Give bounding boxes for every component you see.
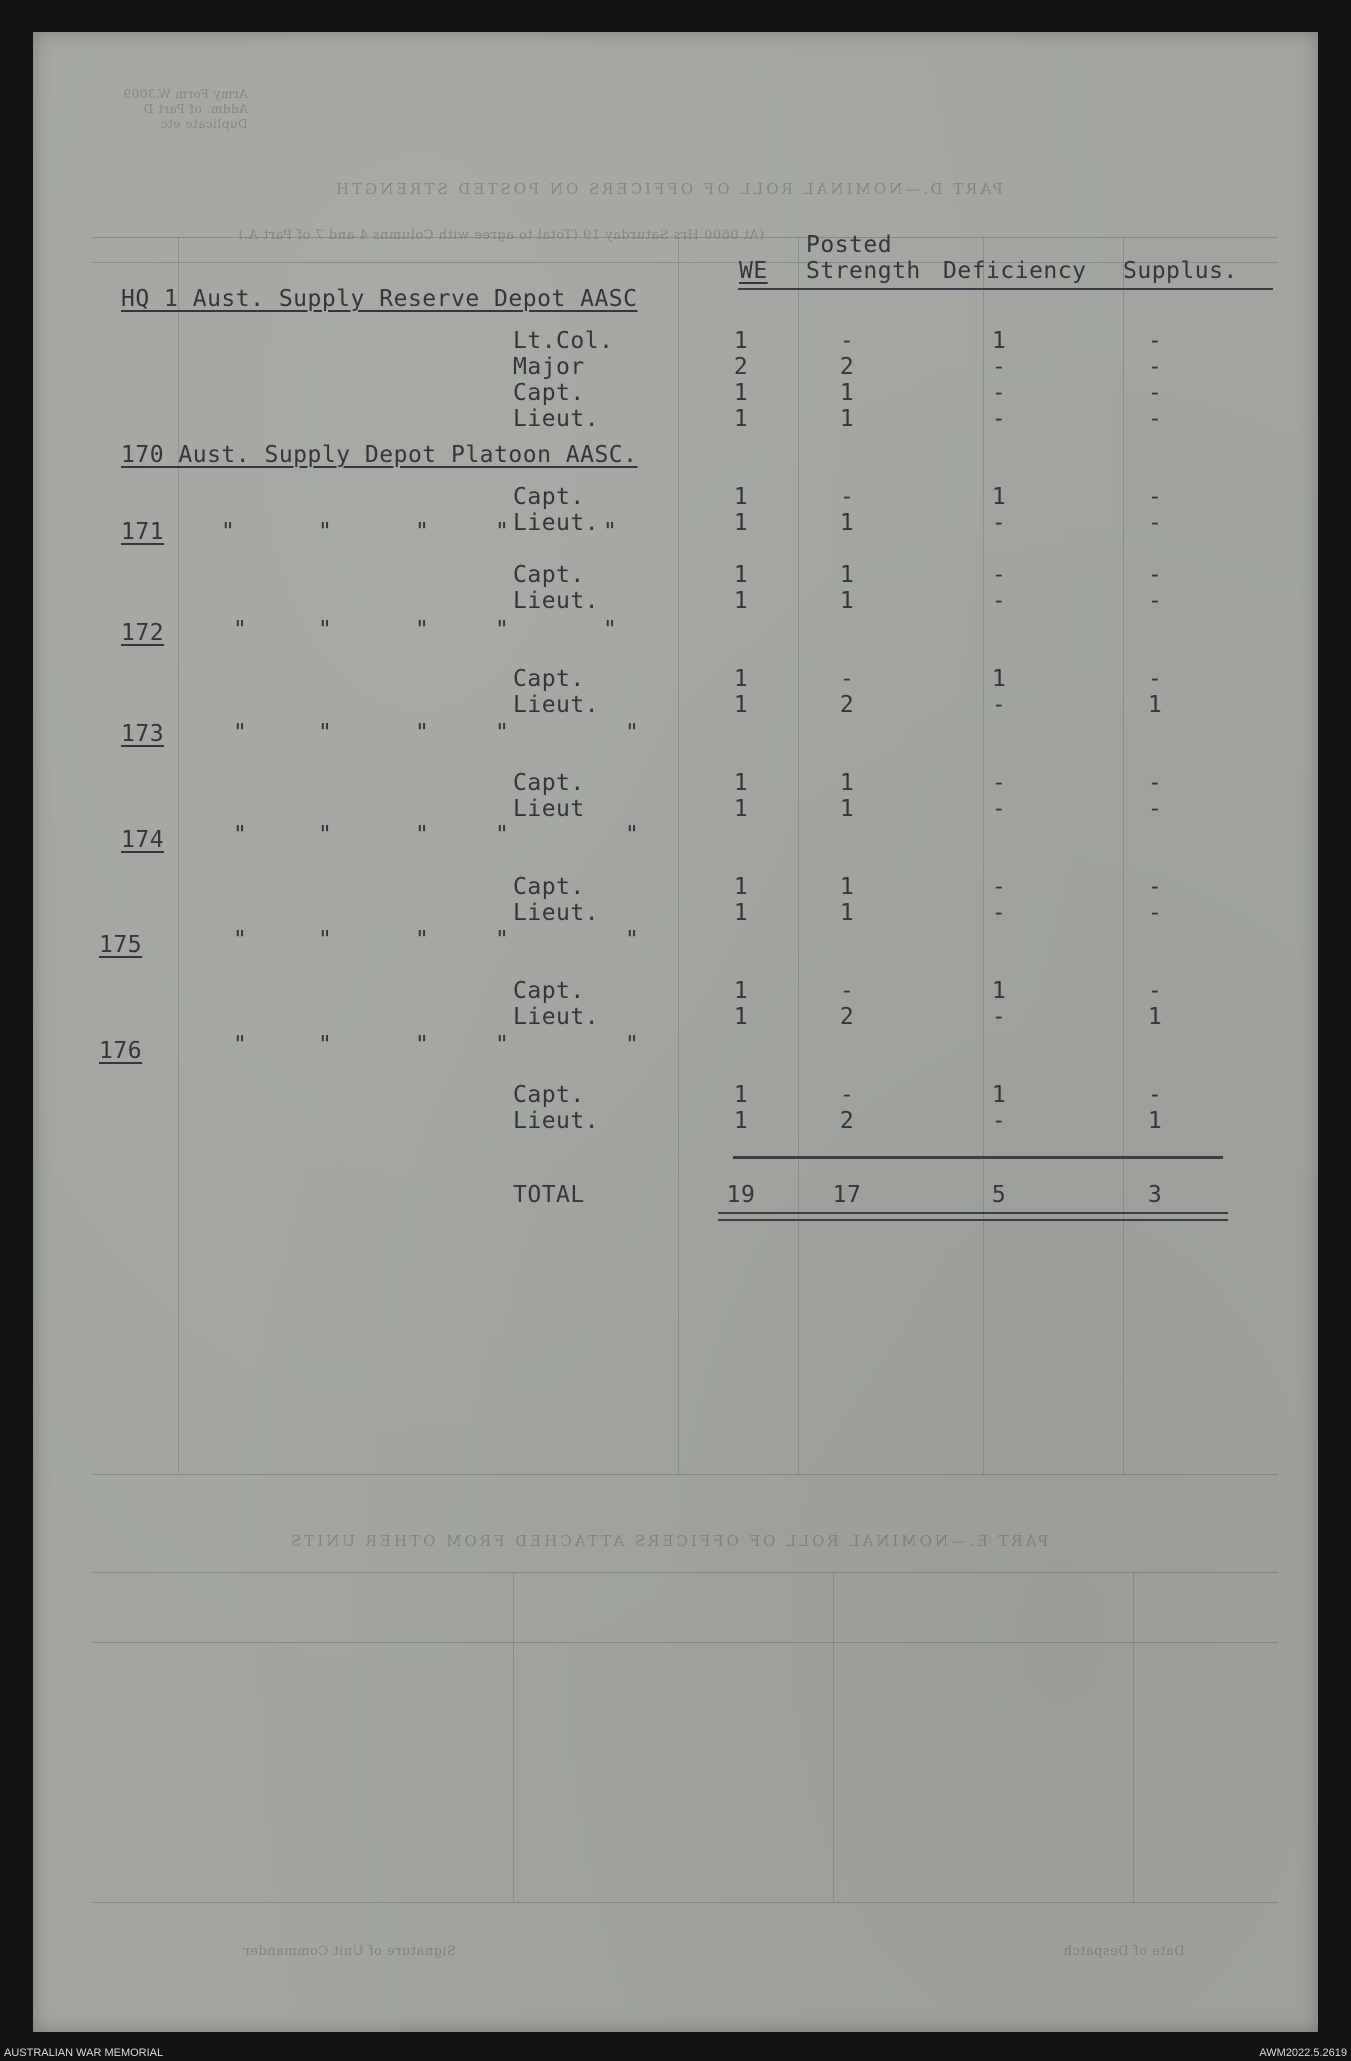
ditto-mark: " [495,617,510,643]
total-double-rule [718,1212,1228,1214]
ditto-mark: " [221,519,236,545]
sur-cell: 1 [1147,1004,1163,1030]
we-cell: 1 [733,406,749,432]
ditto-mark: " [415,617,430,643]
ditto-mark: " [318,720,333,746]
header-deficiency: Deficiency [943,258,1087,284]
ditto-mark: " [603,519,618,545]
posted-cell: - [839,666,855,692]
def-cell: 1 [991,484,1007,510]
rank-cell: Lieut. [513,510,600,536]
form-grid-line [833,1572,834,1902]
rank-cell: Lieut [513,796,585,822]
footer-institution: AUSTRALIAN WAR MEMORIAL [4,2046,164,2059]
rank-cell: Lieut. [513,900,600,926]
ditto-mark: " [495,927,510,953]
unit-173-label: 173 [121,721,165,747]
def-cell: 1 [991,328,1007,354]
def-cell: 1 [991,978,1007,1004]
def-cell: - [991,380,1007,406]
posted-cell: 1 [839,406,855,432]
sur-cell: - [1147,484,1163,510]
total-double-rule [718,1219,1228,1221]
form-grid-line [1123,237,1124,1474]
ditto-mark: " [415,720,430,746]
we-cell: 1 [733,380,749,406]
ghost-part-d-subtitle: (At 0600 Hrs Saturday 19 (Total to agree with Columns 4 and 7 of Part A.) [238,228,765,243]
ghost-part-e-title: PART E.—NOMINAL ROLL OF OFFICERS ATTACHED FROM OTHER UNITS [288,1532,1049,1550]
posted-cell: 2 [839,1108,855,1134]
sur-cell: - [1147,380,1163,406]
def-cell: - [991,1108,1007,1134]
posted-cell: 1 [839,588,855,614]
we-cell: 1 [733,770,749,796]
rank-cell: Lieut. [513,1004,600,1030]
ditto-mark: " [318,822,333,848]
ghost-signature: Signature of Unit Commander [243,1944,457,1959]
sur-cell: - [1147,796,1163,822]
sur-cell: 1 [1147,1108,1163,1134]
sur-cell: - [1147,328,1163,354]
rank-cell: Major [513,354,585,380]
ditto-mark: " [603,617,618,643]
ditto-mark: " [625,822,640,848]
def-cell: - [991,692,1007,718]
def-cell: - [991,1004,1007,1030]
form-grid-line [93,1902,1278,1903]
posted-cell: 2 [839,692,855,718]
ditto-mark: " [625,1032,640,1058]
total-top-rule [733,1156,1223,1159]
posted-cell: - [839,484,855,510]
header-posted-line1: Posted [806,232,893,258]
rank-cell: Capt. [513,380,585,406]
ditto-mark: " [318,519,333,545]
we-cell: 1 [733,900,749,926]
form-grid-line [798,237,799,1474]
form-grid-line [1133,1572,1134,1902]
posted-cell: 1 [839,510,855,536]
we-cell: 1 [733,1108,749,1134]
form-grid-line [513,1572,514,1902]
sur-cell: - [1147,874,1163,900]
header-surplus: Supplus. [1123,258,1238,284]
posted-cell: 1 [839,562,855,588]
sur-cell: - [1147,666,1163,692]
posted-cell: 2 [839,354,855,380]
unit-175-label: 175 [99,932,143,958]
we-cell: 1 [733,510,749,536]
unit-176-label: 176 [99,1038,143,1064]
form-grid-line [678,237,679,1474]
we-cell: 1 [733,588,749,614]
ditto-mark: " [233,720,248,746]
total-posted: 17 [832,1182,862,1208]
sur-cell: - [1147,588,1163,614]
rank-cell: Lieut. [513,588,600,614]
rank-cell: Lieut. [513,406,600,432]
ditto-mark: " [415,822,430,848]
sur-cell: 1 [1147,692,1163,718]
header-posted-line2: Strength [806,258,921,284]
we-cell: 1 [733,874,749,900]
def-cell: - [991,770,1007,796]
we-cell: 1 [733,666,749,692]
def-cell: 1 [991,666,1007,692]
ditto-mark: " [415,927,430,953]
ditto-mark: " [495,1032,510,1058]
sur-cell: - [1147,406,1163,432]
ditto-mark: " [233,617,248,643]
posted-cell: 1 [839,770,855,796]
rank-cell: Capt. [513,1082,585,1108]
rank-cell: Capt. [513,770,585,796]
posted-cell: 1 [839,874,855,900]
rank-cell: Lt.Col. [513,328,614,354]
form-grid-line [93,237,1278,238]
posted-cell: - [839,328,855,354]
def-cell: - [991,354,1007,380]
form-grid-line [93,1474,1278,1475]
ditto-mark: " [495,720,510,746]
footer-bar [0,2044,1351,2061]
rank-cell: Capt. [513,666,585,692]
ghost-form-header: Army Form W.3009 Addm. of Part D Duplicate etc [123,87,248,131]
total-we: 19 [726,1182,756,1208]
posted-cell: 1 [839,380,855,406]
posted-cell: - [839,978,855,1004]
header-underline [738,288,1273,290]
ditto-mark: " [318,617,333,643]
total-label: TOTAL [513,1182,585,1208]
def-cell: - [991,900,1007,926]
sur-cell: - [1147,770,1163,796]
rank-cell: Capt. [513,562,585,588]
we-cell: 1 [733,692,749,718]
def-cell: - [991,562,1007,588]
ditto-mark: " [625,927,640,953]
document-page [33,32,1318,2032]
form-grid-line [93,262,1278,263]
ditto-mark: " [318,927,333,953]
form-grid-line [93,1642,1278,1643]
def-cell: - [991,796,1007,822]
header-we: WE [739,258,768,284]
ditto-mark: " [233,822,248,848]
ghost-part-d-title: PART D.—NOMINAL ROLL OF OFFICERS ON POSTED STRENGTH [333,180,1003,198]
we-cell: 1 [733,328,749,354]
def-cell: - [991,588,1007,614]
sur-cell: - [1147,510,1163,536]
ditto-mark: " [415,519,430,545]
total-deficiency: 5 [991,1182,1007,1208]
def-cell: 1 [991,1082,1007,1108]
ditto-mark: " [233,1032,248,1058]
posted-cell: 1 [839,796,855,822]
ghost-date: Date of Despatch [1063,1944,1185,1959]
footer-reference: AWM2022.5.2619 [1259,2046,1347,2059]
we-cell: 1 [733,1082,749,1108]
unit-hq-heading: HQ 1 Aust. Supply Reserve Depot AASC [121,286,638,312]
sur-cell: - [1147,354,1163,380]
form-grid-line [178,237,179,1474]
we-cell: 1 [733,1004,749,1030]
posted-cell: 2 [839,1004,855,1030]
def-cell: - [991,406,1007,432]
rank-cell: Lieut. [513,692,600,718]
unit-170-heading: 170 Aust. Supply Depot Platoon AASC. [121,442,638,468]
def-cell: - [991,510,1007,536]
sur-cell: - [1147,1082,1163,1108]
we-cell: 1 [733,484,749,510]
sur-cell: - [1147,978,1163,1004]
rank-cell: Capt. [513,978,585,1004]
ditto-mark: " [415,1032,430,1058]
ditto-mark: " [495,519,510,545]
ditto-mark: " [495,822,510,848]
we-cell: 1 [733,978,749,1004]
total-surplus: 3 [1147,1182,1163,1208]
posted-cell: 1 [839,900,855,926]
sur-cell: - [1147,900,1163,926]
rank-cell: Capt. [513,484,585,510]
unit-172-label: 172 [121,620,165,646]
posted-cell: - [839,1082,855,1108]
rank-cell: Capt. [513,874,585,900]
unit-171-label: 171 [121,519,165,545]
sur-cell: - [1147,562,1163,588]
rank-cell: Lieut. [513,1108,600,1134]
ditto-mark: " [625,720,640,746]
ditto-mark: " [318,1032,333,1058]
we-cell: 2 [733,354,749,380]
form-grid-line [93,1572,1278,1573]
unit-174-label: 174 [121,827,165,853]
we-cell: 1 [733,796,749,822]
we-cell: 1 [733,562,749,588]
def-cell: - [991,874,1007,900]
ditto-mark: " [233,927,248,953]
